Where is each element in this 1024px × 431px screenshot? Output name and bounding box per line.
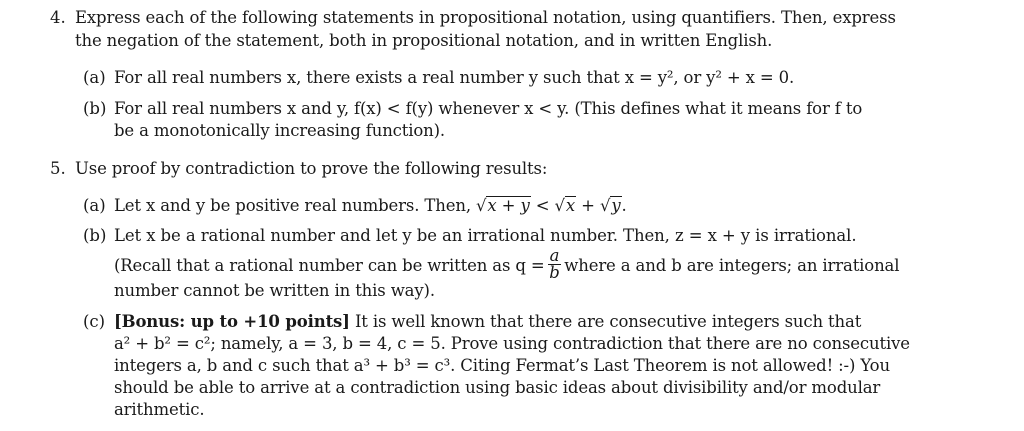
q4-line-1: Express each of the following statements in propositional notation, using quantifiers. Then, express: [75, 8, 896, 27]
q5a-plus: +: [581, 196, 595, 215]
q5a-sqrt-y: y: [611, 196, 621, 215]
q5-number: 5.: [50, 159, 66, 178]
q5a-pre-text: Let x and y be positive real numbers. Then,: [114, 196, 471, 215]
q4-line-2: the negation of the statement, both in propositional notation, and in written English.: [75, 31, 773, 50]
sqrt-symbol-icon: √: [599, 196, 611, 215]
sqrt-symbol-icon: √: [476, 196, 487, 215]
fraction-numerator: a: [549, 246, 560, 265]
q5c-label: (c): [83, 312, 106, 331]
q5b-line-3: number cannot be written in this way).: [114, 281, 435, 300]
q4b-line-1: For all real numbers x and y, f(x) < f(y) whenever x < y. (This defines what it means for f to: [114, 99, 863, 118]
q5c-line-1-rest: It is well known that there are consecutive integers such that: [349, 312, 862, 331]
q5b-fraction: [548, 248, 562, 281]
fraction-denominator: b: [549, 263, 560, 282]
q5-line-1: Use proof by contradiction to prove the following results:: [75, 159, 548, 178]
q5b-line-2-pre: (Recall that a rational number can be written as q =: [114, 256, 545, 275]
q5c-bonus: [Bonus: up to +10 points]: [114, 312, 350, 331]
q5a-period: .: [621, 196, 627, 215]
q5a-less-than: <: [535, 196, 550, 215]
q4b-label: (b): [83, 99, 107, 118]
q5c-line-4: should be able to arrive at a contradiction using basic ideas about divisibility and/or modular: [114, 378, 881, 397]
q5c-line-2: a² + b² = c²; namely, a = 3, b = 4, c = 5. Prove using contradiction that there are no consecutive: [114, 334, 910, 353]
q5c-line-5: arithmetic.: [114, 400, 205, 419]
q4a-text: For all real numbers x, there exists a real number y such that x = y², or y² + x = 0.: [114, 68, 795, 87]
q4a-label: (a): [83, 68, 106, 87]
q5b-line-1: Let x be a rational number and let y be an irrational number. Then, z = x + y is irrational.: [114, 226, 857, 245]
q5a-sqrt-x: x: [565, 196, 576, 215]
sqrt-symbol-icon: √: [554, 196, 565, 215]
q5c-line-1: [114, 312, 861, 332]
q5b-line-2: [114, 246, 900, 283]
q5a-statement: [114, 196, 627, 216]
q4b-line-2: be a monotonically increasing function).: [114, 121, 446, 140]
q5c-line-3: integers a, b and c such that a³ + b³ = c³. Citing Fermat’s Last Theorem is not allowed! :-) You: [114, 356, 890, 375]
q4-number: 4.: [50, 8, 66, 27]
q5b-line-2-post: where a and b are integers; an irrational: [564, 256, 900, 275]
q5a-sqrt-sum: x + y: [487, 196, 530, 215]
q5b-label: (b): [83, 226, 107, 245]
q5a-label: (a): [83, 196, 106, 215]
